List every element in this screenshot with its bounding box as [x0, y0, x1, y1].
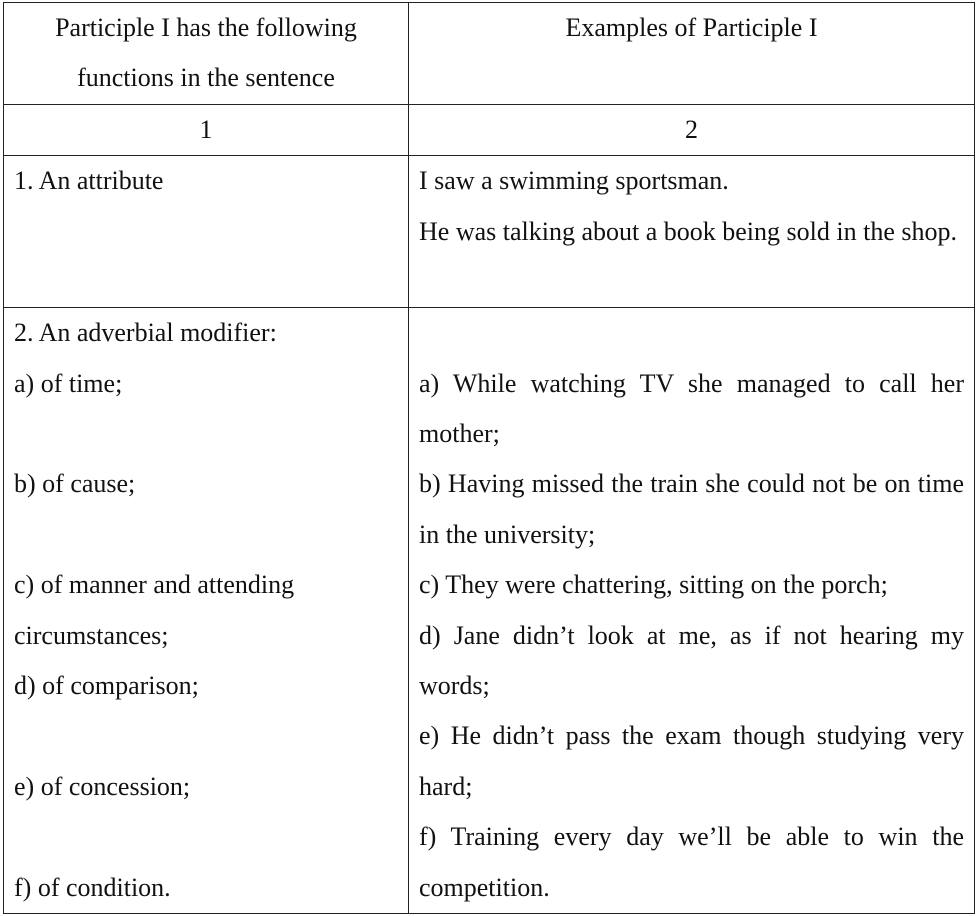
- header-functions: [4, 3, 409, 105]
- adverbial-label-manner: c) of manner and attending circumstances;: [14, 570, 295, 650]
- adverbial-label-condition: f) of condition.: [14, 872, 171, 902]
- attribute-examples-cell: [409, 156, 975, 308]
- header-functions-line1: Participle I has the following: [55, 13, 357, 42]
- adverbial-example-concession: e) He didn’t pass the exam though studying very hard;: [419, 721, 964, 801]
- adverbial-label-time: a) of time;: [14, 368, 123, 398]
- adverbial-example-manner: c) They were chattering, sitting on the porch;: [419, 570, 888, 600]
- attribute-example-2: He was talking about a book being sold in the shop.: [419, 216, 957, 246]
- adverbial-label-comparison: d) of comparison;: [14, 671, 199, 701]
- table-row-attribute: [4, 156, 975, 308]
- adverbial-example-cause: b) Having missed the train she could not be on time in the university;: [419, 469, 964, 549]
- column-number-1: 1: [4, 104, 409, 155]
- adverbial-label-cause: b) of cause;: [14, 469, 136, 499]
- attribute-example-1: I saw a swimming sportsman.: [419, 166, 729, 196]
- adverbial-example-time: a) While watching TV she managed to call her mother;: [419, 368, 964, 449]
- attribute-function-cell: [4, 156, 409, 308]
- adverbial-function: 2. An adverbial modifier:: [14, 318, 277, 348]
- participle-table: [3, 2, 975, 914]
- attribute-function: 1. An attribute: [14, 166, 164, 196]
- header-functions-line2: functions in the sentence: [77, 63, 335, 93]
- number-row: [4, 104, 975, 155]
- adverbial-label-concession: e) of concession;: [14, 771, 191, 801]
- adverbial-example-condition: f) Training every day we’ll be able to win the competition.: [419, 822, 964, 902]
- adverbial-function-cell: [4, 308, 409, 914]
- header-examples-text: Examples of Participle I: [565, 13, 818, 42]
- table-row-adverbial: [4, 308, 975, 914]
- adverbial-examples-cell: [409, 308, 975, 914]
- column-number-2: 2: [409, 104, 975, 155]
- header-row: [4, 3, 975, 105]
- adverbial-example-comparison: d) Jane didn’t look at me, as if not hearing my words;: [419, 620, 964, 701]
- header-examples: [409, 3, 975, 105]
